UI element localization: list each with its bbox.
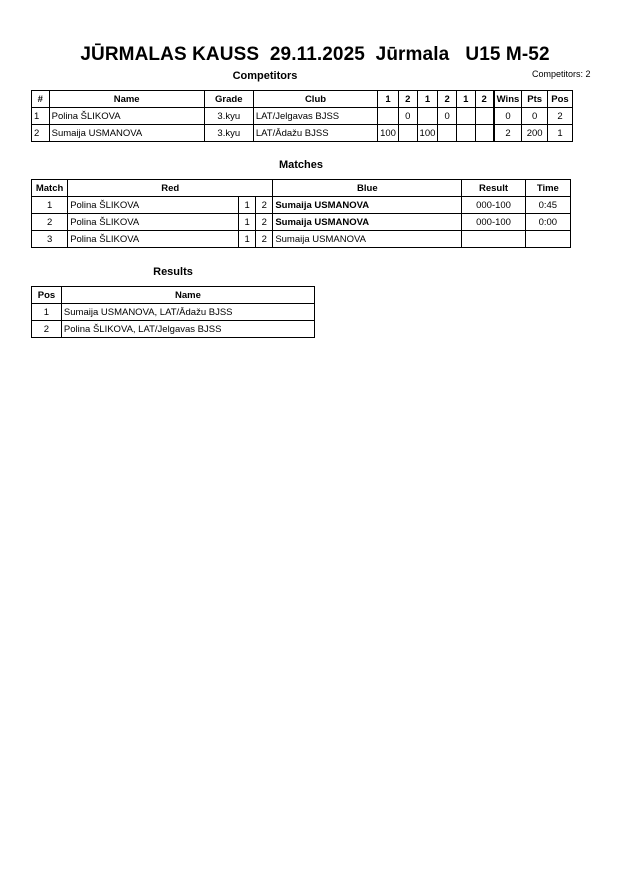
- competitors-header-row: [32, 91, 573, 108]
- col-header: 2: [475, 91, 494, 108]
- cell-wins: 2: [494, 125, 522, 142]
- cell-side: 2: [256, 214, 273, 231]
- cell-name: Polina ŠLIKOVA: [49, 108, 204, 125]
- table-row: [32, 231, 571, 248]
- cell-side: 2: [256, 197, 273, 214]
- results-section-title: Results: [153, 266, 193, 278]
- results-table: [31, 286, 315, 338]
- cell-time: 0:45: [525, 197, 570, 214]
- cell-result: [462, 231, 525, 248]
- table-row: [32, 197, 571, 214]
- table-row: [32, 108, 573, 125]
- col-header: 1: [378, 91, 399, 108]
- cell-club: LAT/Jelgavas BJSS: [253, 108, 377, 125]
- cell-result: 000-100: [462, 214, 525, 231]
- col-header: Match: [32, 180, 68, 197]
- cell-match: 3: [32, 231, 68, 248]
- cell-pos: 1: [548, 125, 573, 142]
- cell-club: LAT/Ādažu BJSS: [253, 125, 377, 142]
- col-header: 1: [456, 91, 475, 108]
- matches-table: [31, 179, 571, 248]
- cell-result: 000-100: [462, 197, 525, 214]
- cell-side: 1: [239, 214, 256, 231]
- col-header: 1: [417, 91, 438, 108]
- competitors-table: [31, 90, 573, 142]
- col-header: Grade: [204, 91, 253, 108]
- col-header: 2: [398, 91, 417, 108]
- cell-score: [438, 125, 457, 142]
- cell-grade: 3.kyu: [204, 125, 253, 142]
- competitors-count: Competitors: 2: [532, 69, 591, 79]
- matches-section-title: Matches: [278, 159, 324, 171]
- cell-pos: 1: [32, 304, 62, 321]
- cell-score: [456, 125, 475, 142]
- cell-name: Polina ŠLIKOVA, LAT/Jelgavas BJSS: [61, 321, 314, 338]
- cell-side: 2: [256, 231, 273, 248]
- col-header: Wins: [494, 91, 522, 108]
- cell-red: Polina ŠLIKOVA: [68, 231, 239, 248]
- col-header: Name: [49, 91, 204, 108]
- cell-side: 1: [239, 231, 256, 248]
- cell-name: Sumaija USMANOVA, LAT/Ādažu BJSS: [61, 304, 314, 321]
- results-header-row: [32, 287, 315, 304]
- cell-score: [398, 125, 417, 142]
- page-title: JŪRMALAS KAUSS 29.11.2025 Jūrmala U15 M-52: [80, 44, 550, 65]
- col-header: 2: [438, 91, 457, 108]
- cell-pos: 2: [32, 321, 62, 338]
- cell-grade: 3.kyu: [204, 108, 253, 125]
- cell-red: Polina ŠLIKOVA: [68, 214, 239, 231]
- cell-time: 0:00: [525, 214, 570, 231]
- cell-num: 2: [32, 125, 50, 142]
- col-header: Name: [61, 287, 314, 304]
- cell-blue: Sumaija USMANOVA: [273, 231, 462, 248]
- col-header: Blue: [273, 180, 462, 197]
- col-header: #: [32, 91, 50, 108]
- cell-pos: 2: [548, 108, 573, 125]
- cell-score: 100: [417, 125, 438, 142]
- cell-score: 100: [378, 125, 399, 142]
- col-header: Result: [462, 180, 525, 197]
- matches-header-row: [32, 180, 571, 197]
- cell-match: 1: [32, 197, 68, 214]
- table-row: [32, 321, 315, 338]
- col-header: Pos: [548, 91, 573, 108]
- competitors-section-title: Competitors: [232, 70, 298, 82]
- cell-blue: Sumaija USMANOVA: [273, 197, 462, 214]
- cell-name: Sumaija USMANOVA: [49, 125, 204, 142]
- col-header: Time: [525, 180, 570, 197]
- table-row: [32, 304, 315, 321]
- cell-wins: 0: [494, 108, 522, 125]
- col-header: Pts: [522, 91, 548, 108]
- cell-num: 1: [32, 108, 50, 125]
- cell-score: [417, 108, 438, 125]
- cell-score: [378, 108, 399, 125]
- cell-score: [475, 125, 494, 142]
- cell-score: [456, 108, 475, 125]
- cell-pts: 0: [522, 108, 548, 125]
- cell-match: 2: [32, 214, 68, 231]
- col-header: Club: [253, 91, 377, 108]
- cell-time: [525, 231, 570, 248]
- col-header: Pos: [32, 287, 62, 304]
- cell-pts: 200: [522, 125, 548, 142]
- table-row: [32, 214, 571, 231]
- col-header: Red: [68, 180, 273, 197]
- cell-side: 1: [239, 197, 256, 214]
- cell-score: 0: [398, 108, 417, 125]
- cell-score: [475, 108, 494, 125]
- cell-red: Polina ŠLIKOVA: [68, 197, 239, 214]
- cell-blue: Sumaija USMANOVA: [273, 214, 462, 231]
- cell-score: 0: [438, 108, 457, 125]
- table-row: [32, 125, 573, 142]
